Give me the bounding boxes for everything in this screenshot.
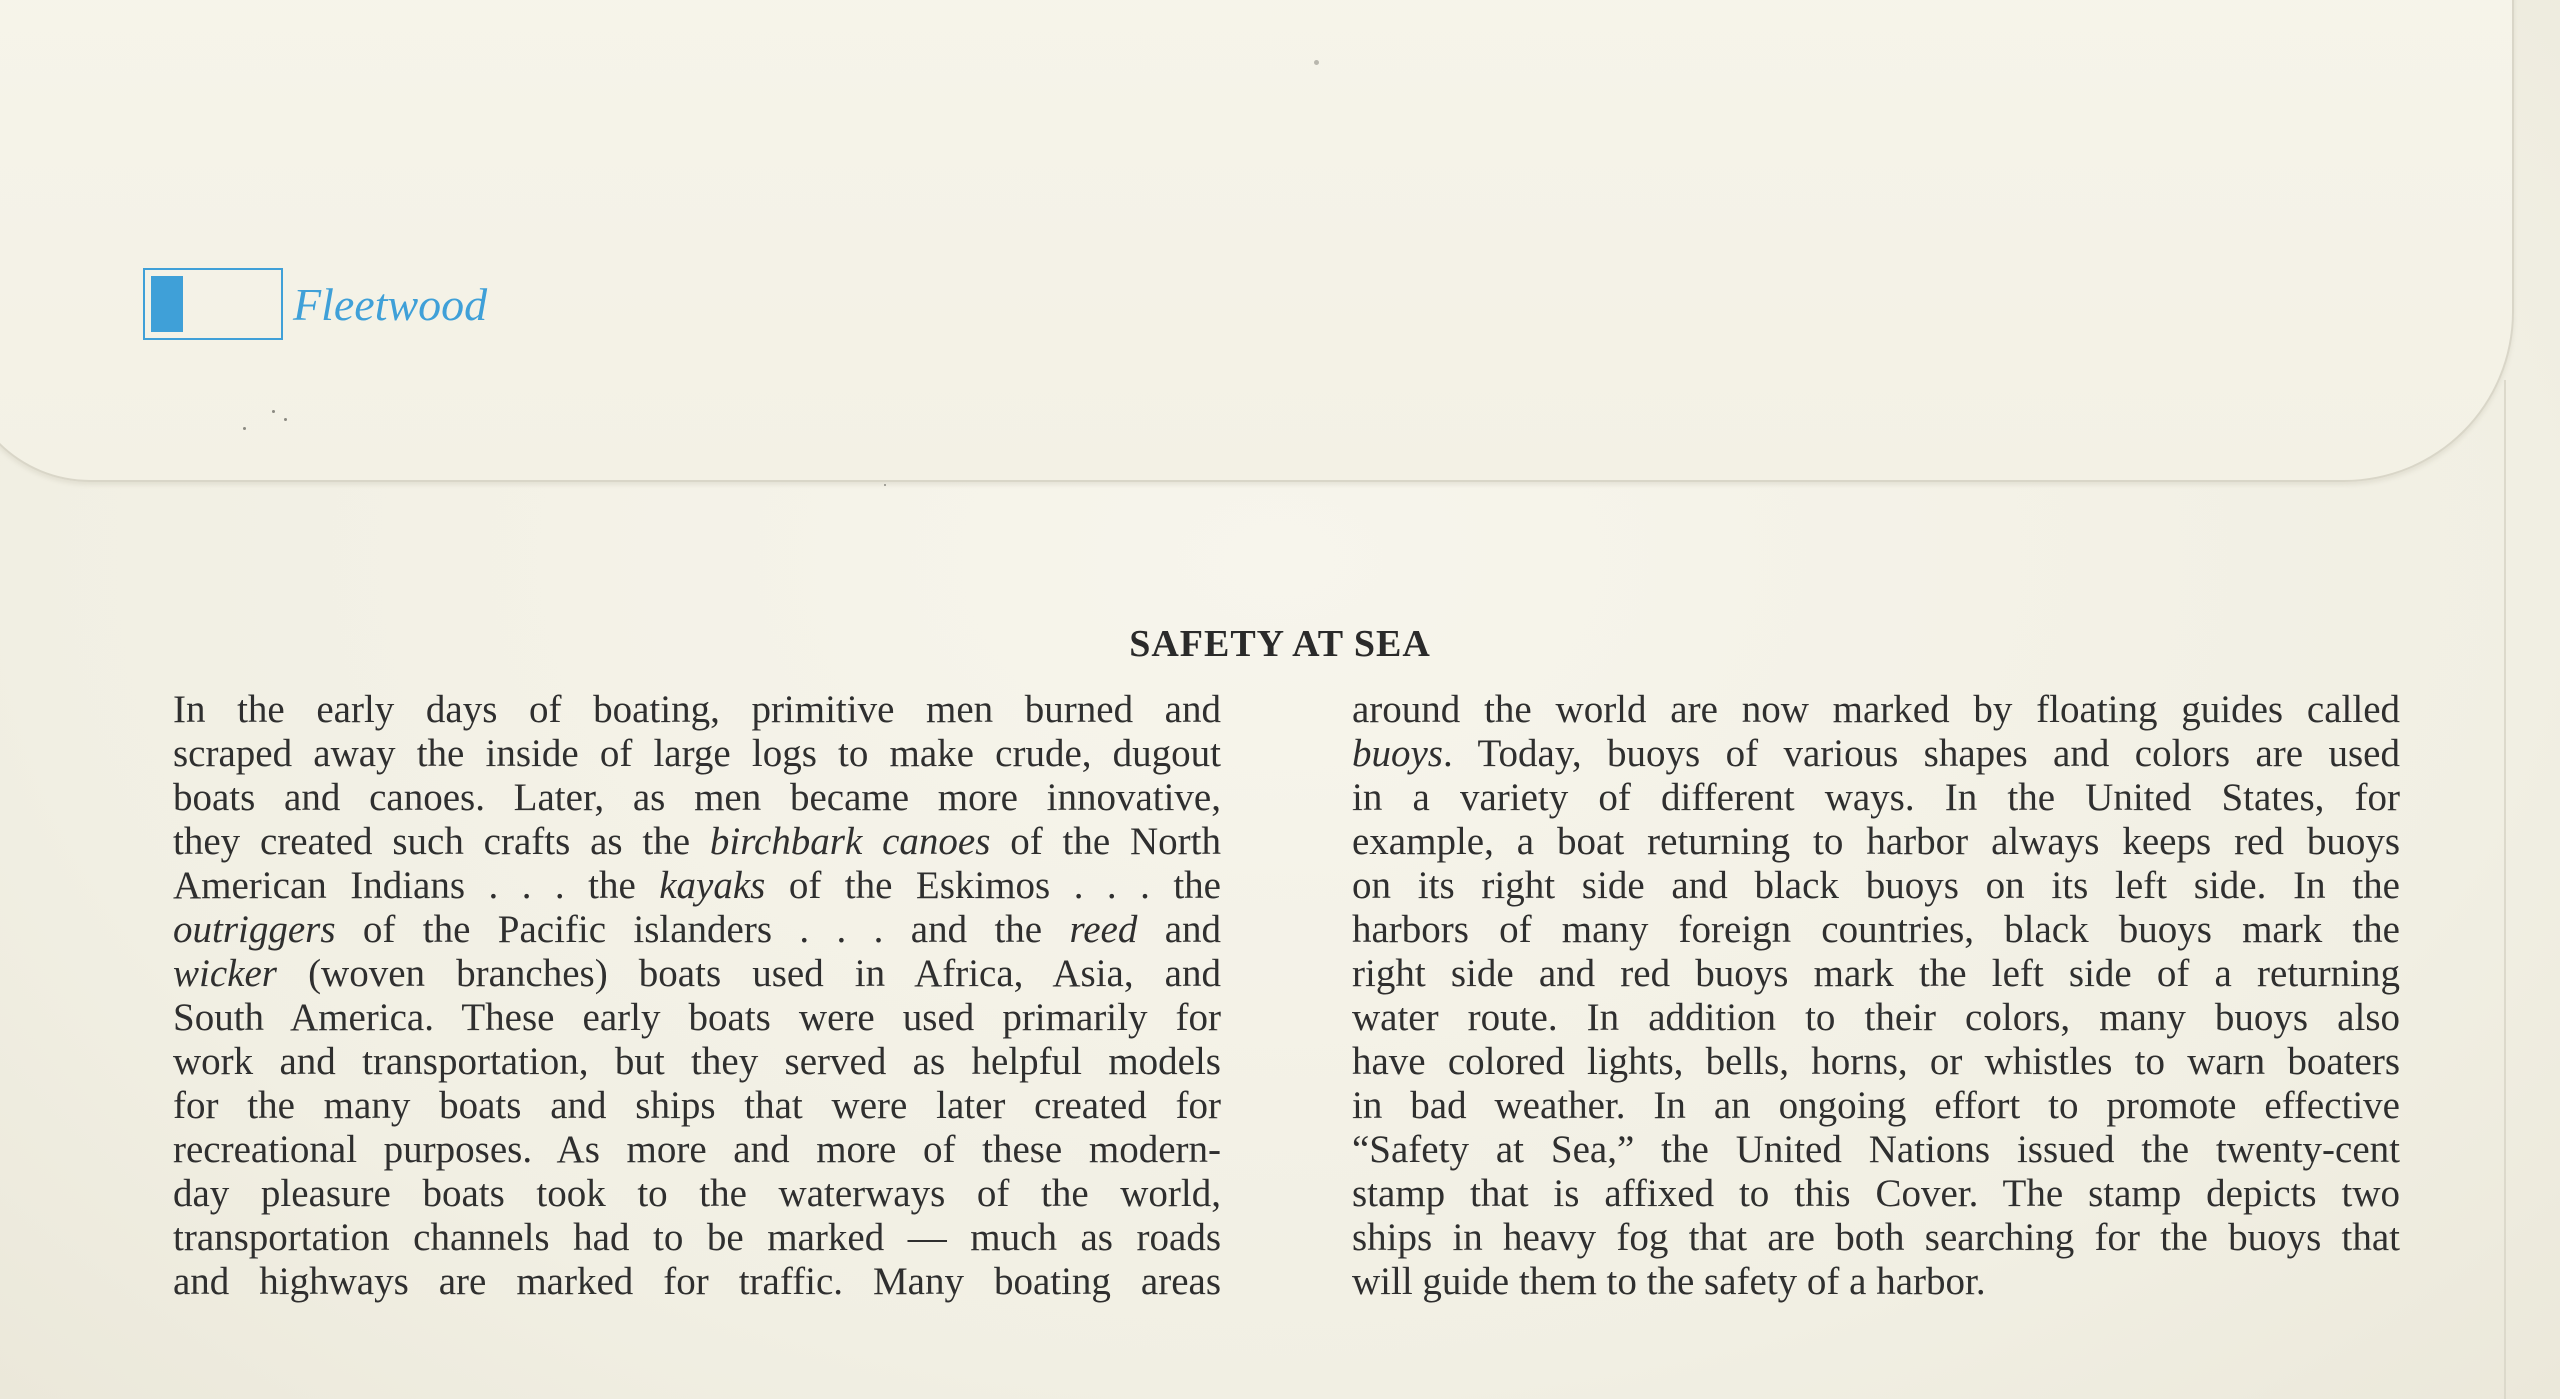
text-line: example, a boat returning to harbor always keeps red buoys [1352, 820, 2400, 863]
text-line: scraped away the inside of large logs to make crude, dugout [173, 732, 1221, 775]
logo-wordmark [289, 268, 529, 340]
envelope-edge [2504, 380, 2506, 1399]
speck-mark [884, 484, 886, 486]
text-line: In the early days of boating, primitive men burned and [173, 688, 1221, 731]
text-line: wicker (woven branches) boats used in Africa, Asia, and [173, 952, 1221, 995]
text-line: harbors of many foreign countries, black buoys mark the [1352, 908, 2400, 951]
text-line: recreational purposes. As more and more of these modern- [173, 1128, 1221, 1171]
text-line: around the world are now marked by floating guides called [1352, 688, 2400, 731]
text-line: “Safety at Sea,” the United Nations issued the twenty-cent [1352, 1128, 2400, 1171]
speck-mark [284, 418, 287, 421]
text-line: South America. These early boats were used primarily for [173, 996, 1221, 1039]
logo-box-fill [151, 276, 183, 332]
article-title: SAFETY AT SEA [1129, 623, 1431, 665]
text-line: will guide them to the safety of a harbor. [1352, 1260, 1986, 1303]
speck-mark [243, 427, 246, 430]
text-line: transportation channels had to be marked — much as roads [173, 1216, 1221, 1259]
envelope-flap [0, 0, 2514, 482]
text-line: buoys. Today, buoys of various shapes and colors are used [1352, 732, 2400, 775]
text-line: in bad weather. In an ongoing effort to promote effective [1352, 1084, 2400, 1127]
logo-box-icon [143, 268, 283, 340]
text-line: and highways are marked for traffic. Many boating areas [173, 1260, 1221, 1303]
text-line: in a variety of different ways. In the United States, for [1352, 776, 2400, 819]
text-line: for the many boats and ships that were later created for [173, 1084, 1221, 1127]
speck-mark [272, 410, 275, 413]
text-line: water route. In addition to their colors, many buoys also [1352, 996, 2400, 1039]
text-line: stamp that is affixed to this Cover. The stamp depicts two [1352, 1172, 2400, 1215]
text-line: right side and red buoys mark the left side of a returning [1352, 952, 2400, 995]
text-line: work and transportation, but they served as helpful models [173, 1040, 1221, 1083]
fleetwood-logo [143, 268, 529, 340]
article-column-left [173, 688, 1221, 1304]
text-line: on its right side and black buoys on its left side. In the [1352, 864, 2400, 907]
article-column-right [1352, 688, 2400, 1304]
text-line: ships in heavy fog that are both searching for the buoys that [1352, 1216, 2400, 1259]
text-line: boats and canoes. Later, as men became more innovative, [173, 776, 1221, 819]
text-line: day pleasure boats took to the waterways of the world, [173, 1172, 1221, 1215]
text-line: they created such crafts as the birchbark canoes of the North [173, 820, 1222, 863]
text-line: outriggers of the Pacific islanders . . . and the reed and [173, 908, 1222, 951]
logo-wordmark-text: Fleetwood [293, 279, 488, 330]
text-line: American Indians . . . the kayaks of the Eskimos . . . the [173, 864, 1221, 907]
speck-mark [1314, 60, 1319, 65]
text-line: have colored lights, bells, horns, or whistles to warn boaters [1352, 1040, 2400, 1083]
